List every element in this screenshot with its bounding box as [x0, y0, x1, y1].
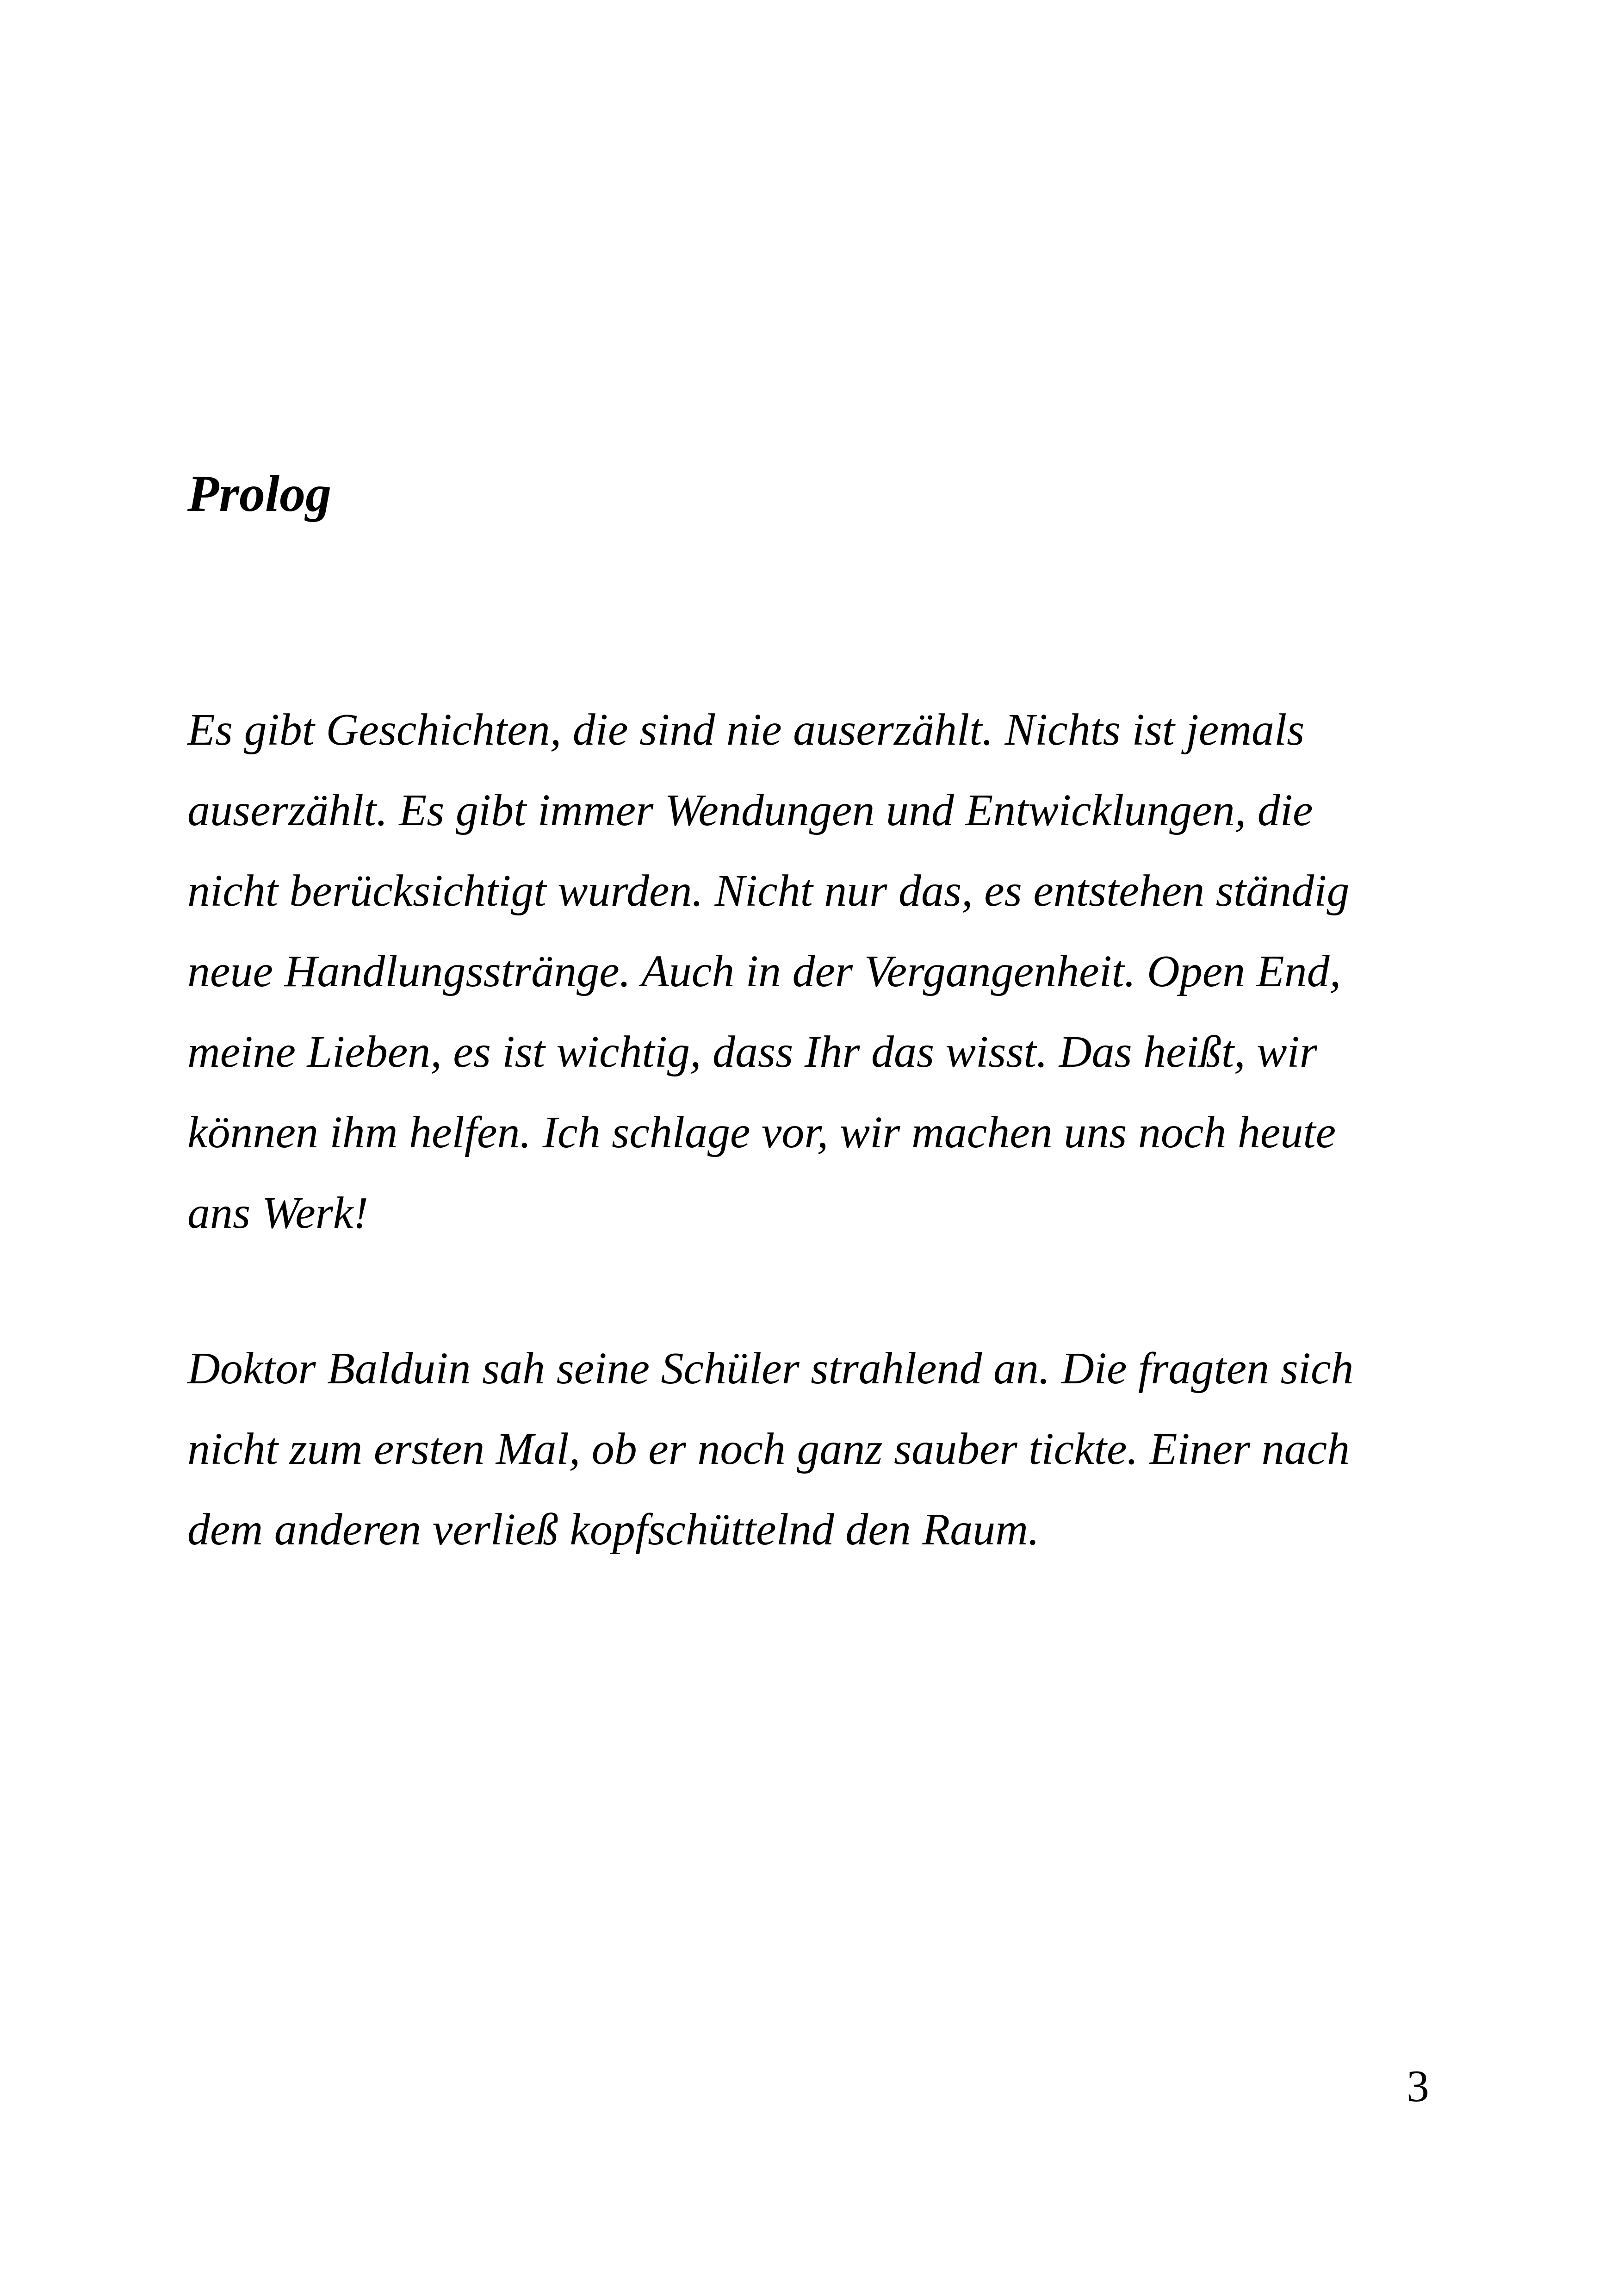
text-line: Doktor Balduin sah seine Schüler strahlend an. Die fragten sich [187, 1344, 1354, 1394]
page-number: 3 [1407, 2061, 1429, 2111]
paragraph-2 [187, 1328, 1437, 1570]
text-line: meine Lieben, es ist wichtig, dass Ihr das wisst. Das heißt, wir [187, 1027, 1317, 1077]
text-line: können ihm helfen. Ich schlage vor, wir machen uns noch heute [187, 1108, 1336, 1157]
text-line: auserzählt. Es gibt immer Wendungen und Entwicklungen, die [187, 785, 1313, 835]
text-line: neue Handlungsstränge. Auch in der Vergangenheit. Open End, [187, 946, 1341, 996]
text-line: dem anderen verließ kopfschüttelnd den Raum. [187, 1505, 1040, 1555]
text-line: nicht zum ersten Mal, ob er noch ganz sauber tickte. Einer nach [187, 1424, 1350, 1474]
paragraph-1 [187, 690, 1437, 1253]
text-line: ans Werk! [187, 1188, 369, 1238]
chapter-heading: Prolog [187, 465, 332, 523]
text-line: Es gibt Geschichten, die sind nie auserzählt. Nichts ist jemals [187, 705, 1305, 755]
text-line: nicht berücksichtigt wurden. Nicht nur das, es entstehen ständig [187, 866, 1350, 916]
